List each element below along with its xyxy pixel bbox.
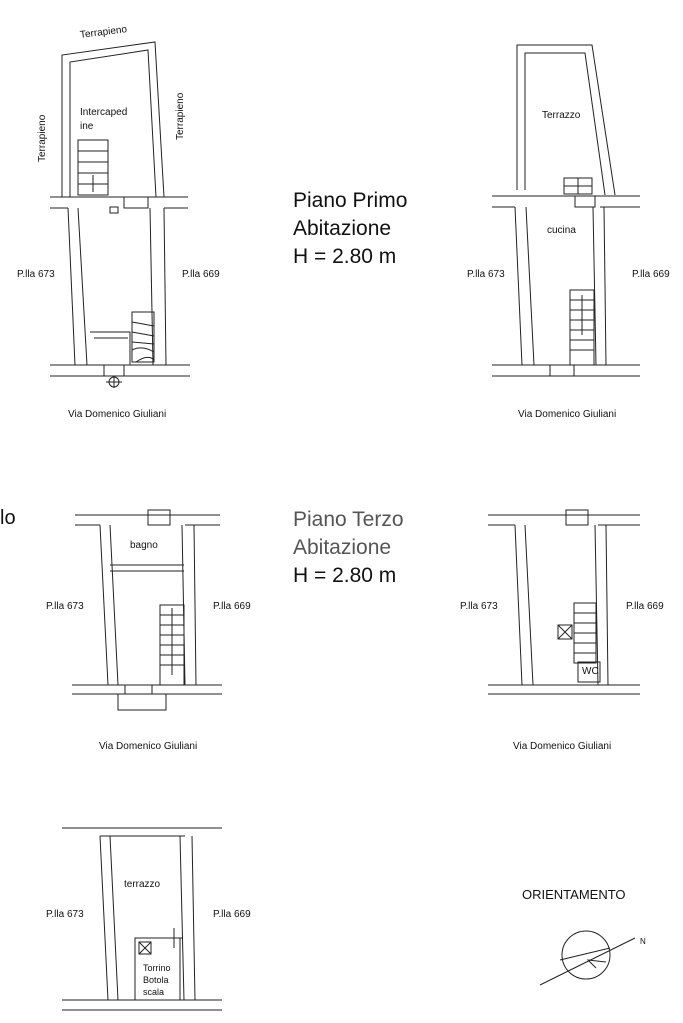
parcel-673-label: P.lla 673 (46, 601, 84, 612)
parcel-673-label: P.lla 673 (46, 909, 84, 920)
terrazzo-label: terrazzo (124, 879, 161, 890)
intercapedine-label-1: Intercaped (80, 107, 128, 118)
parcel-673-label: P.lla 673 (460, 601, 498, 612)
parcel-669-label: P.lla 669 (182, 269, 220, 280)
parcel-673-label: P.lla 673 (467, 269, 505, 280)
parcel-669-label: P.lla 669 (213, 601, 251, 612)
plan-roof-terrace (62, 828, 222, 1010)
terrazzo-label: Terrazzo (542, 110, 581, 121)
street-label: Via Domenico Giuliani (518, 409, 617, 420)
terrapieno-right-label: Terrapieno (175, 92, 186, 140)
north-label: N (640, 937, 646, 946)
torrino-label-3: scala (143, 987, 165, 997)
floor-title-line2: Abitazione (293, 536, 392, 559)
parcel-669-label: P.lla 669 (626, 601, 664, 612)
plan-ground-floor (50, 42, 190, 388)
parcel-669-label: P.lla 669 (632, 269, 670, 280)
street-label: Via Domenico Giuliani (513, 741, 612, 752)
street-label: Via Domenico Giuliani (99, 741, 198, 752)
torrino-label-1: Torrino (143, 963, 171, 973)
terrapieno-top-label: Terrapieno (79, 24, 128, 41)
parcel-673-label: P.lla 673 (17, 269, 55, 280)
floor-title-line2: Abitazione (293, 217, 392, 240)
bagno-label: bagno (130, 540, 158, 551)
plan-third-floor (488, 510, 640, 694)
floor-title-line1: Piano Terzo (293, 508, 404, 531)
cucina-label: cucina (547, 225, 576, 236)
wc-label: WC (582, 666, 599, 677)
orientation-title: ORIENTAMENTO (522, 887, 626, 902)
floor-title-line3: H = 2.80 m (293, 564, 397, 587)
floor-title-line1: Piano Primo (293, 189, 408, 212)
parcel-669-label: P.lla 669 (213, 909, 251, 920)
street-label: Via Domenico Giuliani (68, 409, 167, 420)
terrapieno-left-label: Terrapieno (37, 114, 48, 162)
floor-title-line3: H = 2.80 m (293, 245, 397, 268)
cropped-title-fragment: lo (0, 507, 16, 529)
torrino-label-2: Botola (143, 975, 169, 985)
intercapedine-label-2: ine (80, 121, 94, 132)
plan-first-floor (492, 45, 640, 376)
north-arrow-icon (540, 931, 635, 985)
